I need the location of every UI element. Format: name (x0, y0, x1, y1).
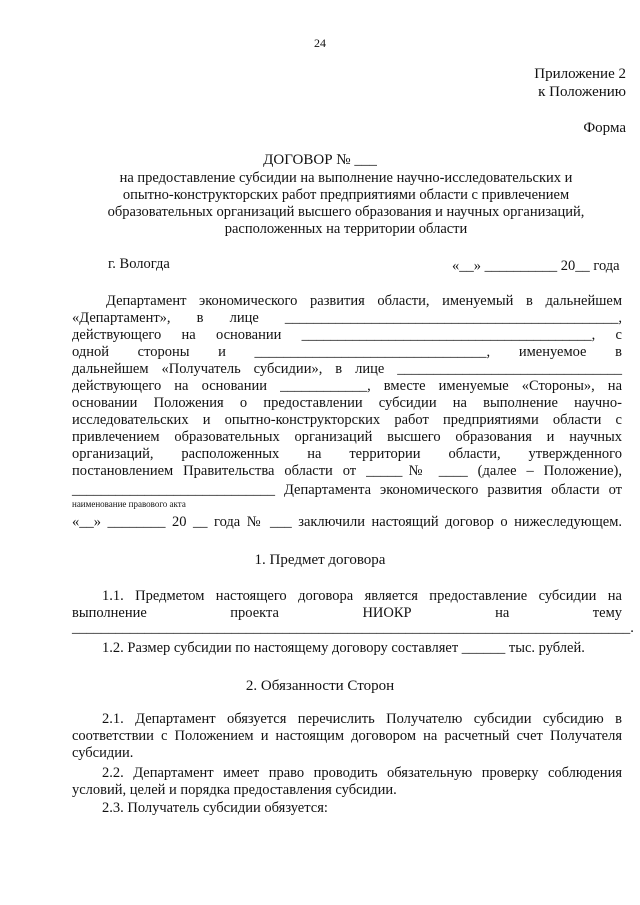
form-label: Форма (583, 120, 626, 136)
preamble-line: «Департамент», в лице ______________________________________________, (72, 310, 622, 326)
contract-subtitle-line: на предоставление субсидии на выполнение научно-исследовательских и (119, 170, 573, 186)
clause-1-1-line: _____________________________________________________________________________. (72, 620, 634, 636)
clause-2-2-line: 2.2. Департамент имеет право проводить обязательную проверку соблюдения (102, 765, 622, 781)
clause-2-1-line: соответствии с Положением и настоящим договором на расчетный счет Получателя (72, 728, 622, 744)
preamble-line: одной стороны и ________________________________, именуемое в (72, 344, 622, 360)
appendix-line-1: Приложение 2 (534, 66, 626, 82)
contract-subtitle-line: опытно-конструкторских работ предприятиями области с привлечением (122, 187, 570, 203)
clause-2-3: 2.3. Получатель субсидии обязуется: (102, 800, 328, 816)
contract-subtitle-line: образовательных организаций высшего образования и научных организаций, (107, 204, 585, 220)
preamble-line: исследовательских и опытно-конструкторских работ предприятиями области с (72, 412, 622, 428)
clause-1-1-line: выполнение проекта НИОКР на тему (72, 605, 622, 621)
page-number: 24 (314, 36, 326, 50)
clause-1-1-line: 1.1. Предметом настоящего договора является предоставление субсидии на (102, 588, 622, 604)
preamble-line: основании Положения о предоставлении субсидии на выполнение научно- (72, 395, 622, 411)
contract-date: «__» __________ 20__ года (452, 258, 620, 274)
clause-2-1-line: 2.1. Департамент обязуется перечислить Получателю субсидии субсидию в (102, 711, 622, 727)
contract-subtitle-line: расположенных на территории области (224, 221, 468, 237)
preamble-line: действующего на основании ____________, вместе именуемые «Стороны», на (72, 378, 622, 394)
preamble-line: Департамент экономического развития области, именуемый в дальнейшем (106, 293, 622, 309)
preamble-line: постановлением Правительства области от _____№ ____ (далее – Положение), (72, 463, 622, 479)
section-2-title: 2. Обязанности Сторон (245, 678, 395, 694)
clause-2-1-line: субсидии. (72, 745, 134, 761)
clause-2-2-line: условий, целей и порядка предоставления субсидии. (72, 782, 397, 798)
preamble-line: «__» ________ 20 __ года № ___ заключили настоящий договор о нижеследующем. (72, 514, 622, 530)
clause-1-2: 1.2. Размер субсидии по настоящему договору составляет ______ тыс. рублей. (102, 640, 585, 656)
preamble-line: привлечением образовательных организаций высшего образования и научных (72, 429, 622, 445)
section-1-title: 1. Предмет договора (254, 552, 386, 568)
appendix-line-2: к Положению (538, 84, 626, 100)
preamble-line: организаций, расположенных на территории области, утвержденного (72, 446, 622, 462)
contract-heading: ДОГОВОР № ___ (263, 152, 377, 168)
city: г. Вологда (108, 256, 170, 272)
preamble-line: дальнейшем «Получатель субсидии», в лице _______________________________ (72, 361, 622, 377)
preamble-line: ____________________________ Департамента экономического развития области от (72, 482, 622, 498)
preamble-line: действующего на основании ________________________________________, с (72, 327, 622, 343)
act-caption: наименование правового акта (72, 499, 186, 509)
